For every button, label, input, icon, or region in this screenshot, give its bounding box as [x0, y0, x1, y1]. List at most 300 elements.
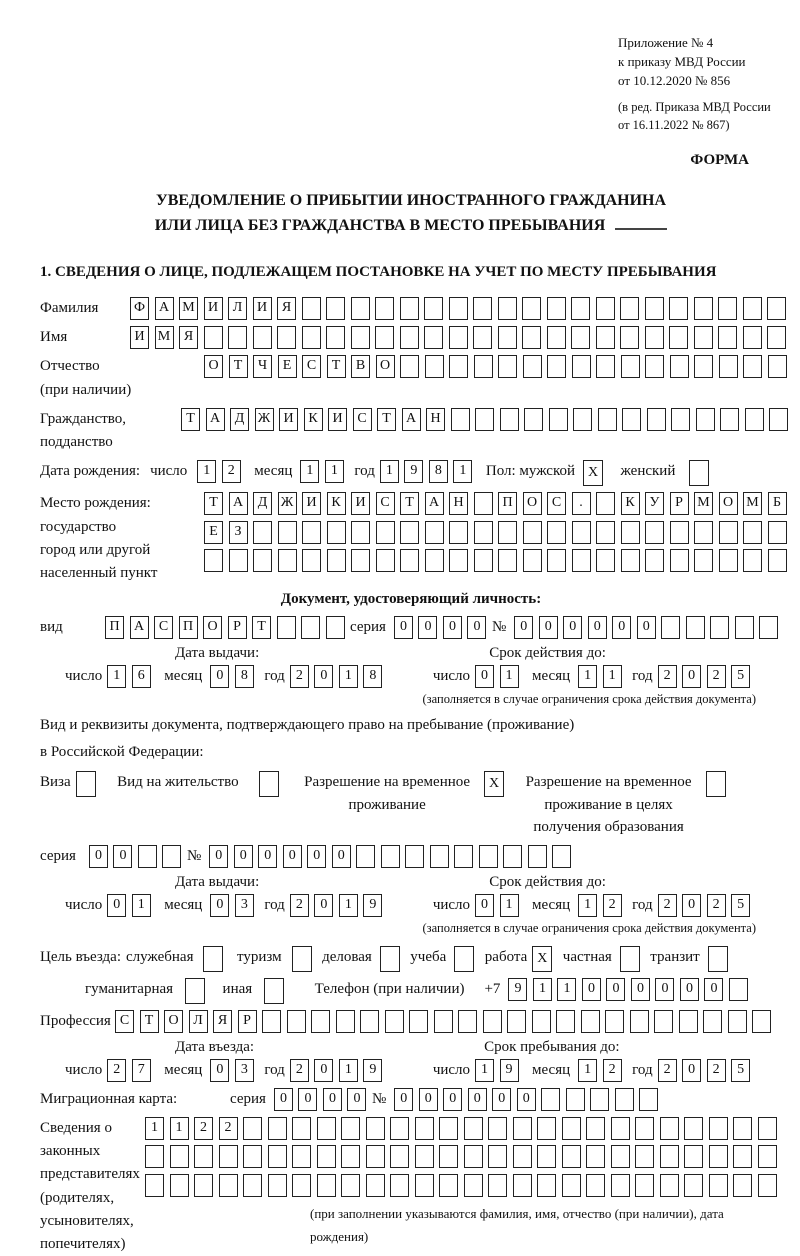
form-cell[interactable]: Т [252, 616, 271, 639]
form-cell[interactable]: 2 [658, 894, 677, 917]
form-cell[interactable] [622, 408, 641, 431]
form-cell[interactable]: 0 [606, 978, 625, 1001]
form-cell[interactable]: 1 [578, 894, 597, 917]
form-cell[interactable] [596, 521, 615, 544]
form-cell[interactable]: Т [377, 408, 396, 431]
checkbox-cell[interactable] [708, 946, 728, 972]
form-cell[interactable]: 2 [290, 894, 309, 917]
form-cell[interactable]: 1 [339, 894, 358, 917]
form-cell[interactable] [645, 521, 664, 544]
form-cell[interactable] [390, 1145, 409, 1168]
form-cell[interactable]: М [155, 326, 174, 349]
form-cell[interactable] [537, 1174, 556, 1197]
form-cell[interactable]: 2 [658, 665, 677, 688]
form-cell[interactable] [572, 521, 591, 544]
form-cell[interactable] [390, 1174, 409, 1197]
form-cell[interactable]: 2 [707, 665, 726, 688]
form-cell[interactable]: 1 [145, 1117, 164, 1140]
form-cell[interactable] [547, 297, 566, 320]
form-cell[interactable] [498, 297, 517, 320]
form-cell[interactable] [684, 1145, 703, 1168]
form-cell[interactable] [439, 1145, 458, 1168]
form-cell[interactable] [145, 1145, 164, 1168]
form-cell[interactable] [547, 521, 566, 544]
form-cell[interactable] [268, 1117, 287, 1140]
form-cell[interactable] [679, 1010, 698, 1033]
form-cell[interactable]: 8 [235, 665, 254, 688]
form-cell[interactable] [605, 1010, 624, 1033]
form-cell[interactable] [566, 1088, 585, 1111]
form-cell[interactable] [425, 549, 444, 572]
form-cell[interactable]: Ф [130, 297, 149, 320]
form-cell[interactable]: С [115, 1010, 134, 1033]
form-cell[interactable] [596, 492, 615, 515]
form-cell[interactable]: 0 [234, 845, 253, 868]
form-cell[interactable] [474, 521, 493, 544]
form-cell[interactable] [556, 1010, 575, 1033]
form-cell[interactable] [458, 1010, 477, 1033]
form-cell[interactable]: 9 [363, 894, 382, 917]
form-cell[interactable] [598, 408, 617, 431]
form-cell[interactable] [571, 297, 590, 320]
form-cell[interactable]: И [328, 408, 347, 431]
form-cell[interactable] [733, 1145, 752, 1168]
form-cell[interactable] [375, 326, 394, 349]
form-cell[interactable] [694, 521, 713, 544]
form-cell[interactable] [621, 521, 640, 544]
form-cell[interactable]: П [498, 492, 517, 515]
form-cell[interactable] [326, 616, 345, 639]
form-cell[interactable] [645, 297, 664, 320]
form-cell[interactable] [586, 1145, 605, 1168]
form-cell[interactable] [523, 355, 542, 378]
form-cell[interactable] [654, 1010, 673, 1033]
form-cell[interactable] [596, 549, 615, 572]
checkbox-cell[interactable]: X [484, 771, 504, 797]
form-cell[interactable]: А [402, 408, 421, 431]
form-cell[interactable] [549, 408, 568, 431]
form-cell[interactable]: 0 [323, 1088, 342, 1111]
form-cell[interactable] [400, 297, 419, 320]
form-cell[interactable]: 0 [258, 845, 277, 868]
form-cell[interactable] [670, 521, 689, 544]
form-cell[interactable]: 1 [500, 665, 519, 688]
form-cell[interactable]: Е [204, 521, 223, 544]
form-cell[interactable] [522, 297, 541, 320]
form-cell[interactable] [645, 355, 664, 378]
form-cell[interactable] [302, 326, 321, 349]
form-cell[interactable] [376, 549, 395, 572]
form-cell[interactable] [590, 1088, 609, 1111]
form-cell[interactable]: 0 [467, 616, 486, 639]
form-cell[interactable] [743, 549, 762, 572]
form-cell[interactable]: 7 [132, 1059, 151, 1082]
form-cell[interactable]: 1 [557, 978, 576, 1001]
form-cell[interactable] [669, 326, 688, 349]
form-cell[interactable]: Н [426, 408, 445, 431]
form-cell[interactable] [341, 1117, 360, 1140]
form-cell[interactable] [498, 326, 517, 349]
form-cell[interactable]: 0 [314, 1059, 333, 1082]
form-cell[interactable] [219, 1174, 238, 1197]
form-cell[interactable] [767, 326, 786, 349]
form-cell[interactable] [719, 549, 738, 572]
form-cell[interactable]: 0 [274, 1088, 293, 1111]
form-cell[interactable]: 0 [492, 1088, 511, 1111]
form-cell[interactable]: 2 [707, 894, 726, 917]
form-cell[interactable] [253, 549, 272, 572]
form-cell[interactable] [356, 845, 375, 868]
form-cell[interactable] [327, 521, 346, 544]
form-cell[interactable]: Я [213, 1010, 232, 1033]
form-cell[interactable]: 6 [132, 665, 151, 688]
form-cell[interactable]: 0 [443, 616, 462, 639]
form-cell[interactable]: 0 [419, 1088, 438, 1111]
form-cell[interactable]: 2 [219, 1117, 238, 1140]
form-cell[interactable] [620, 326, 639, 349]
form-cell[interactable]: И [204, 297, 223, 320]
form-cell[interactable]: Т [327, 355, 346, 378]
form-cell[interactable]: 2 [107, 1059, 126, 1082]
form-cell[interactable] [449, 549, 468, 572]
form-cell[interactable]: Ж [278, 492, 297, 515]
form-cell[interactable] [360, 1010, 379, 1033]
form-cell[interactable] [430, 845, 449, 868]
form-cell[interactable]: С [154, 616, 173, 639]
form-cell[interactable] [287, 1010, 306, 1033]
form-cell[interactable]: 8 [429, 460, 448, 483]
form-cell[interactable] [454, 845, 473, 868]
form-cell[interactable] [474, 549, 493, 572]
form-cell[interactable]: Р [670, 492, 689, 515]
form-cell[interactable] [718, 326, 737, 349]
form-cell[interactable] [400, 355, 419, 378]
checkbox-cell[interactable] [292, 946, 312, 972]
form-cell[interactable]: 0 [612, 616, 631, 639]
form-cell[interactable] [671, 408, 690, 431]
form-cell[interactable] [253, 326, 272, 349]
form-cell[interactable] [439, 1174, 458, 1197]
form-cell[interactable] [488, 1117, 507, 1140]
form-cell[interactable] [326, 297, 345, 320]
form-cell[interactable] [522, 326, 541, 349]
form-cell[interactable]: О [719, 492, 738, 515]
form-cell[interactable]: И [253, 297, 272, 320]
form-cell[interactable] [709, 1174, 728, 1197]
form-cell[interactable]: Д [253, 492, 272, 515]
form-cell[interactable] [537, 1117, 556, 1140]
form-cell[interactable]: 0 [680, 978, 699, 1001]
form-cell[interactable] [562, 1145, 581, 1168]
checkbox-cell[interactable] [706, 771, 726, 797]
form-cell[interactable]: 1 [533, 978, 552, 1001]
form-cell[interactable]: 2 [290, 1059, 309, 1082]
form-cell[interactable] [488, 1174, 507, 1197]
form-cell[interactable] [277, 326, 296, 349]
form-cell[interactable] [268, 1174, 287, 1197]
form-cell[interactable] [503, 845, 522, 868]
form-cell[interactable]: 2 [603, 894, 622, 917]
form-cell[interactable] [694, 297, 713, 320]
form-cell[interactable] [425, 521, 444, 544]
form-cell[interactable]: Т [229, 355, 248, 378]
form-cell[interactable] [733, 1117, 752, 1140]
form-cell[interactable]: О [523, 492, 542, 515]
form-cell[interactable] [326, 326, 345, 349]
form-cell[interactable]: 2 [603, 1059, 622, 1082]
form-cell[interactable]: О [204, 355, 223, 378]
form-cell[interactable] [170, 1145, 189, 1168]
form-cell[interactable]: 1 [475, 1059, 494, 1082]
form-cell[interactable]: Т [181, 408, 200, 431]
form-cell[interactable]: Р [228, 616, 247, 639]
form-cell[interactable]: 9 [404, 460, 423, 483]
form-cell[interactable] [767, 297, 786, 320]
form-cell[interactable] [498, 549, 517, 572]
form-cell[interactable] [728, 1010, 747, 1033]
form-cell[interactable]: 0 [514, 616, 533, 639]
form-cell[interactable] [449, 297, 468, 320]
form-cell[interactable]: И [302, 492, 321, 515]
form-cell[interactable] [581, 1010, 600, 1033]
form-cell[interactable] [219, 1145, 238, 1168]
form-cell[interactable]: 8 [363, 665, 382, 688]
form-cell[interactable] [351, 326, 370, 349]
form-cell[interactable]: Л [228, 297, 247, 320]
form-cell[interactable] [194, 1145, 213, 1168]
checkbox-cell[interactable] [259, 771, 279, 797]
form-cell[interactable]: 3 [235, 894, 254, 917]
form-cell[interactable] [473, 326, 492, 349]
form-cell[interactable] [586, 1117, 605, 1140]
form-cell[interactable] [400, 326, 419, 349]
form-cell[interactable]: 0 [107, 894, 126, 917]
form-cell[interactable]: А [130, 616, 149, 639]
form-cell[interactable] [596, 297, 615, 320]
form-cell[interactable] [769, 408, 788, 431]
form-cell[interactable]: 2 [194, 1117, 213, 1140]
form-cell[interactable] [547, 549, 566, 572]
form-cell[interactable]: 1 [453, 460, 472, 483]
form-cell[interactable] [292, 1117, 311, 1140]
form-cell[interactable] [381, 845, 400, 868]
form-cell[interactable] [586, 1174, 605, 1197]
form-cell[interactable]: 2 [222, 460, 241, 483]
form-cell[interactable]: 0 [210, 1059, 229, 1082]
form-cell[interactable]: 0 [394, 1088, 413, 1111]
form-cell[interactable]: 0 [588, 616, 607, 639]
form-cell[interactable] [375, 297, 394, 320]
form-cell[interactable]: 1 [197, 460, 216, 483]
form-cell[interactable]: 0 [475, 665, 494, 688]
form-cell[interactable] [524, 408, 543, 431]
form-cell[interactable] [366, 1174, 385, 1197]
form-cell[interactable]: 2 [290, 665, 309, 688]
form-cell[interactable]: М [743, 492, 762, 515]
form-cell[interactable] [573, 408, 592, 431]
form-cell[interactable]: 1 [339, 1059, 358, 1082]
form-cell[interactable] [366, 1117, 385, 1140]
form-cell[interactable]: 5 [731, 1059, 750, 1082]
form-cell[interactable]: С [353, 408, 372, 431]
form-cell[interactable] [743, 297, 762, 320]
form-cell[interactable] [451, 408, 470, 431]
form-cell[interactable]: 0 [704, 978, 723, 1001]
form-cell[interactable] [630, 1010, 649, 1033]
checkbox-cell[interactable] [454, 946, 474, 972]
form-cell[interactable] [317, 1174, 336, 1197]
form-cell[interactable] [194, 1174, 213, 1197]
form-cell[interactable]: 0 [682, 894, 701, 917]
form-cell[interactable] [327, 549, 346, 572]
form-cell[interactable]: 1 [339, 665, 358, 688]
form-cell[interactable] [528, 845, 547, 868]
form-cell[interactable]: 1 [325, 460, 344, 483]
form-cell[interactable] [552, 845, 571, 868]
form-cell[interactable]: К [621, 492, 640, 515]
form-cell[interactable] [660, 1174, 679, 1197]
form-cell[interactable]: 0 [655, 978, 674, 1001]
form-cell[interactable] [718, 297, 737, 320]
form-cell[interactable]: Т [400, 492, 419, 515]
form-cell[interactable]: И [130, 326, 149, 349]
form-cell[interactable] [720, 408, 739, 431]
form-cell[interactable] [759, 616, 778, 639]
form-cell[interactable] [253, 521, 272, 544]
form-cell[interactable]: М [694, 492, 713, 515]
form-cell[interactable] [745, 408, 764, 431]
checkbox-cell[interactable] [620, 946, 640, 972]
form-cell[interactable]: 1 [603, 665, 622, 688]
form-cell[interactable]: А [229, 492, 248, 515]
form-cell[interactable] [647, 408, 666, 431]
checkbox-cell[interactable]: X [583, 460, 603, 486]
form-cell[interactable] [743, 326, 762, 349]
form-cell[interactable] [710, 616, 729, 639]
form-cell[interactable]: 0 [113, 845, 132, 868]
form-cell[interactable]: 1 [380, 460, 399, 483]
form-cell[interactable]: 3 [235, 1059, 254, 1082]
form-cell[interactable] [615, 1088, 634, 1111]
form-cell[interactable]: И [279, 408, 298, 431]
form-cell[interactable] [488, 1145, 507, 1168]
form-cell[interactable] [302, 549, 321, 572]
form-cell[interactable]: 0 [298, 1088, 317, 1111]
form-cell[interactable] [621, 355, 640, 378]
form-cell[interactable] [385, 1010, 404, 1033]
form-cell[interactable] [621, 549, 640, 572]
form-cell[interactable] [292, 1145, 311, 1168]
form-cell[interactable] [660, 1117, 679, 1140]
form-cell[interactable]: 1 [170, 1117, 189, 1140]
form-cell[interactable]: Н [449, 492, 468, 515]
form-cell[interactable] [684, 1174, 703, 1197]
form-cell[interactable]: 2 [658, 1059, 677, 1082]
form-cell[interactable]: З [229, 521, 248, 544]
form-cell[interactable]: П [179, 616, 198, 639]
form-cell[interactable] [768, 549, 787, 572]
form-cell[interactable] [719, 355, 738, 378]
form-cell[interactable]: Т [140, 1010, 159, 1033]
form-cell[interactable] [684, 1117, 703, 1140]
form-cell[interactable] [464, 1174, 483, 1197]
form-cell[interactable] [620, 297, 639, 320]
form-cell[interactable] [572, 355, 591, 378]
form-cell[interactable]: Б [768, 492, 787, 515]
form-cell[interactable] [311, 1010, 330, 1033]
form-cell[interactable] [475, 408, 494, 431]
form-cell[interactable]: 0 [347, 1088, 366, 1111]
form-cell[interactable] [351, 549, 370, 572]
form-cell[interactable] [243, 1174, 262, 1197]
form-cell[interactable] [415, 1145, 434, 1168]
form-cell[interactable]: 0 [209, 845, 228, 868]
form-cell[interactable] [405, 845, 424, 868]
checkbox-cell[interactable] [203, 946, 223, 972]
form-cell[interactable] [268, 1145, 287, 1168]
form-cell[interactable] [709, 1117, 728, 1140]
form-cell[interactable]: 0 [582, 978, 601, 1001]
form-cell[interactable] [409, 1010, 428, 1033]
form-cell[interactable] [768, 355, 787, 378]
form-cell[interactable]: Р [238, 1010, 257, 1033]
form-cell[interactable] [400, 549, 419, 572]
form-cell[interactable]: Д [230, 408, 249, 431]
form-cell[interactable] [645, 549, 664, 572]
form-cell[interactable] [262, 1010, 281, 1033]
form-cell[interactable] [473, 297, 492, 320]
form-cell[interactable]: Л [189, 1010, 208, 1033]
form-cell[interactable]: 0 [210, 665, 229, 688]
form-cell[interactable]: 0 [682, 1059, 701, 1082]
form-cell[interactable]: С [302, 355, 321, 378]
form-cell[interactable] [204, 549, 223, 572]
form-cell[interactable]: 1 [578, 1059, 597, 1082]
form-cell[interactable] [513, 1145, 532, 1168]
form-cell[interactable] [596, 355, 615, 378]
form-cell[interactable] [709, 1145, 728, 1168]
form-cell[interactable] [523, 549, 542, 572]
form-cell[interactable]: А [206, 408, 225, 431]
form-cell[interactable]: К [327, 492, 346, 515]
form-cell[interactable] [449, 355, 468, 378]
form-cell[interactable]: И [351, 492, 370, 515]
form-cell[interactable] [743, 355, 762, 378]
form-cell[interactable] [228, 326, 247, 349]
form-cell[interactable]: 0 [314, 894, 333, 917]
form-cell[interactable] [703, 1010, 722, 1033]
form-cell[interactable] [547, 355, 566, 378]
form-cell[interactable] [562, 1174, 581, 1197]
form-cell[interactable] [686, 616, 705, 639]
form-cell[interactable]: Я [179, 326, 198, 349]
checkbox-cell[interactable] [76, 771, 96, 797]
form-cell[interactable]: 0 [443, 1088, 462, 1111]
form-cell[interactable] [243, 1145, 262, 1168]
form-cell[interactable] [204, 326, 223, 349]
form-cell[interactable]: У [645, 492, 664, 515]
form-cell[interactable]: Ч [253, 355, 272, 378]
form-cell[interactable]: Т [204, 492, 223, 515]
form-cell[interactable] [390, 1117, 409, 1140]
form-cell[interactable] [572, 549, 591, 572]
form-cell[interactable] [752, 1010, 771, 1033]
form-cell[interactable] [464, 1145, 483, 1168]
form-cell[interactable] [758, 1145, 777, 1168]
form-cell[interactable] [341, 1174, 360, 1197]
form-cell[interactable]: 1 [578, 665, 597, 688]
form-cell[interactable] [498, 521, 517, 544]
